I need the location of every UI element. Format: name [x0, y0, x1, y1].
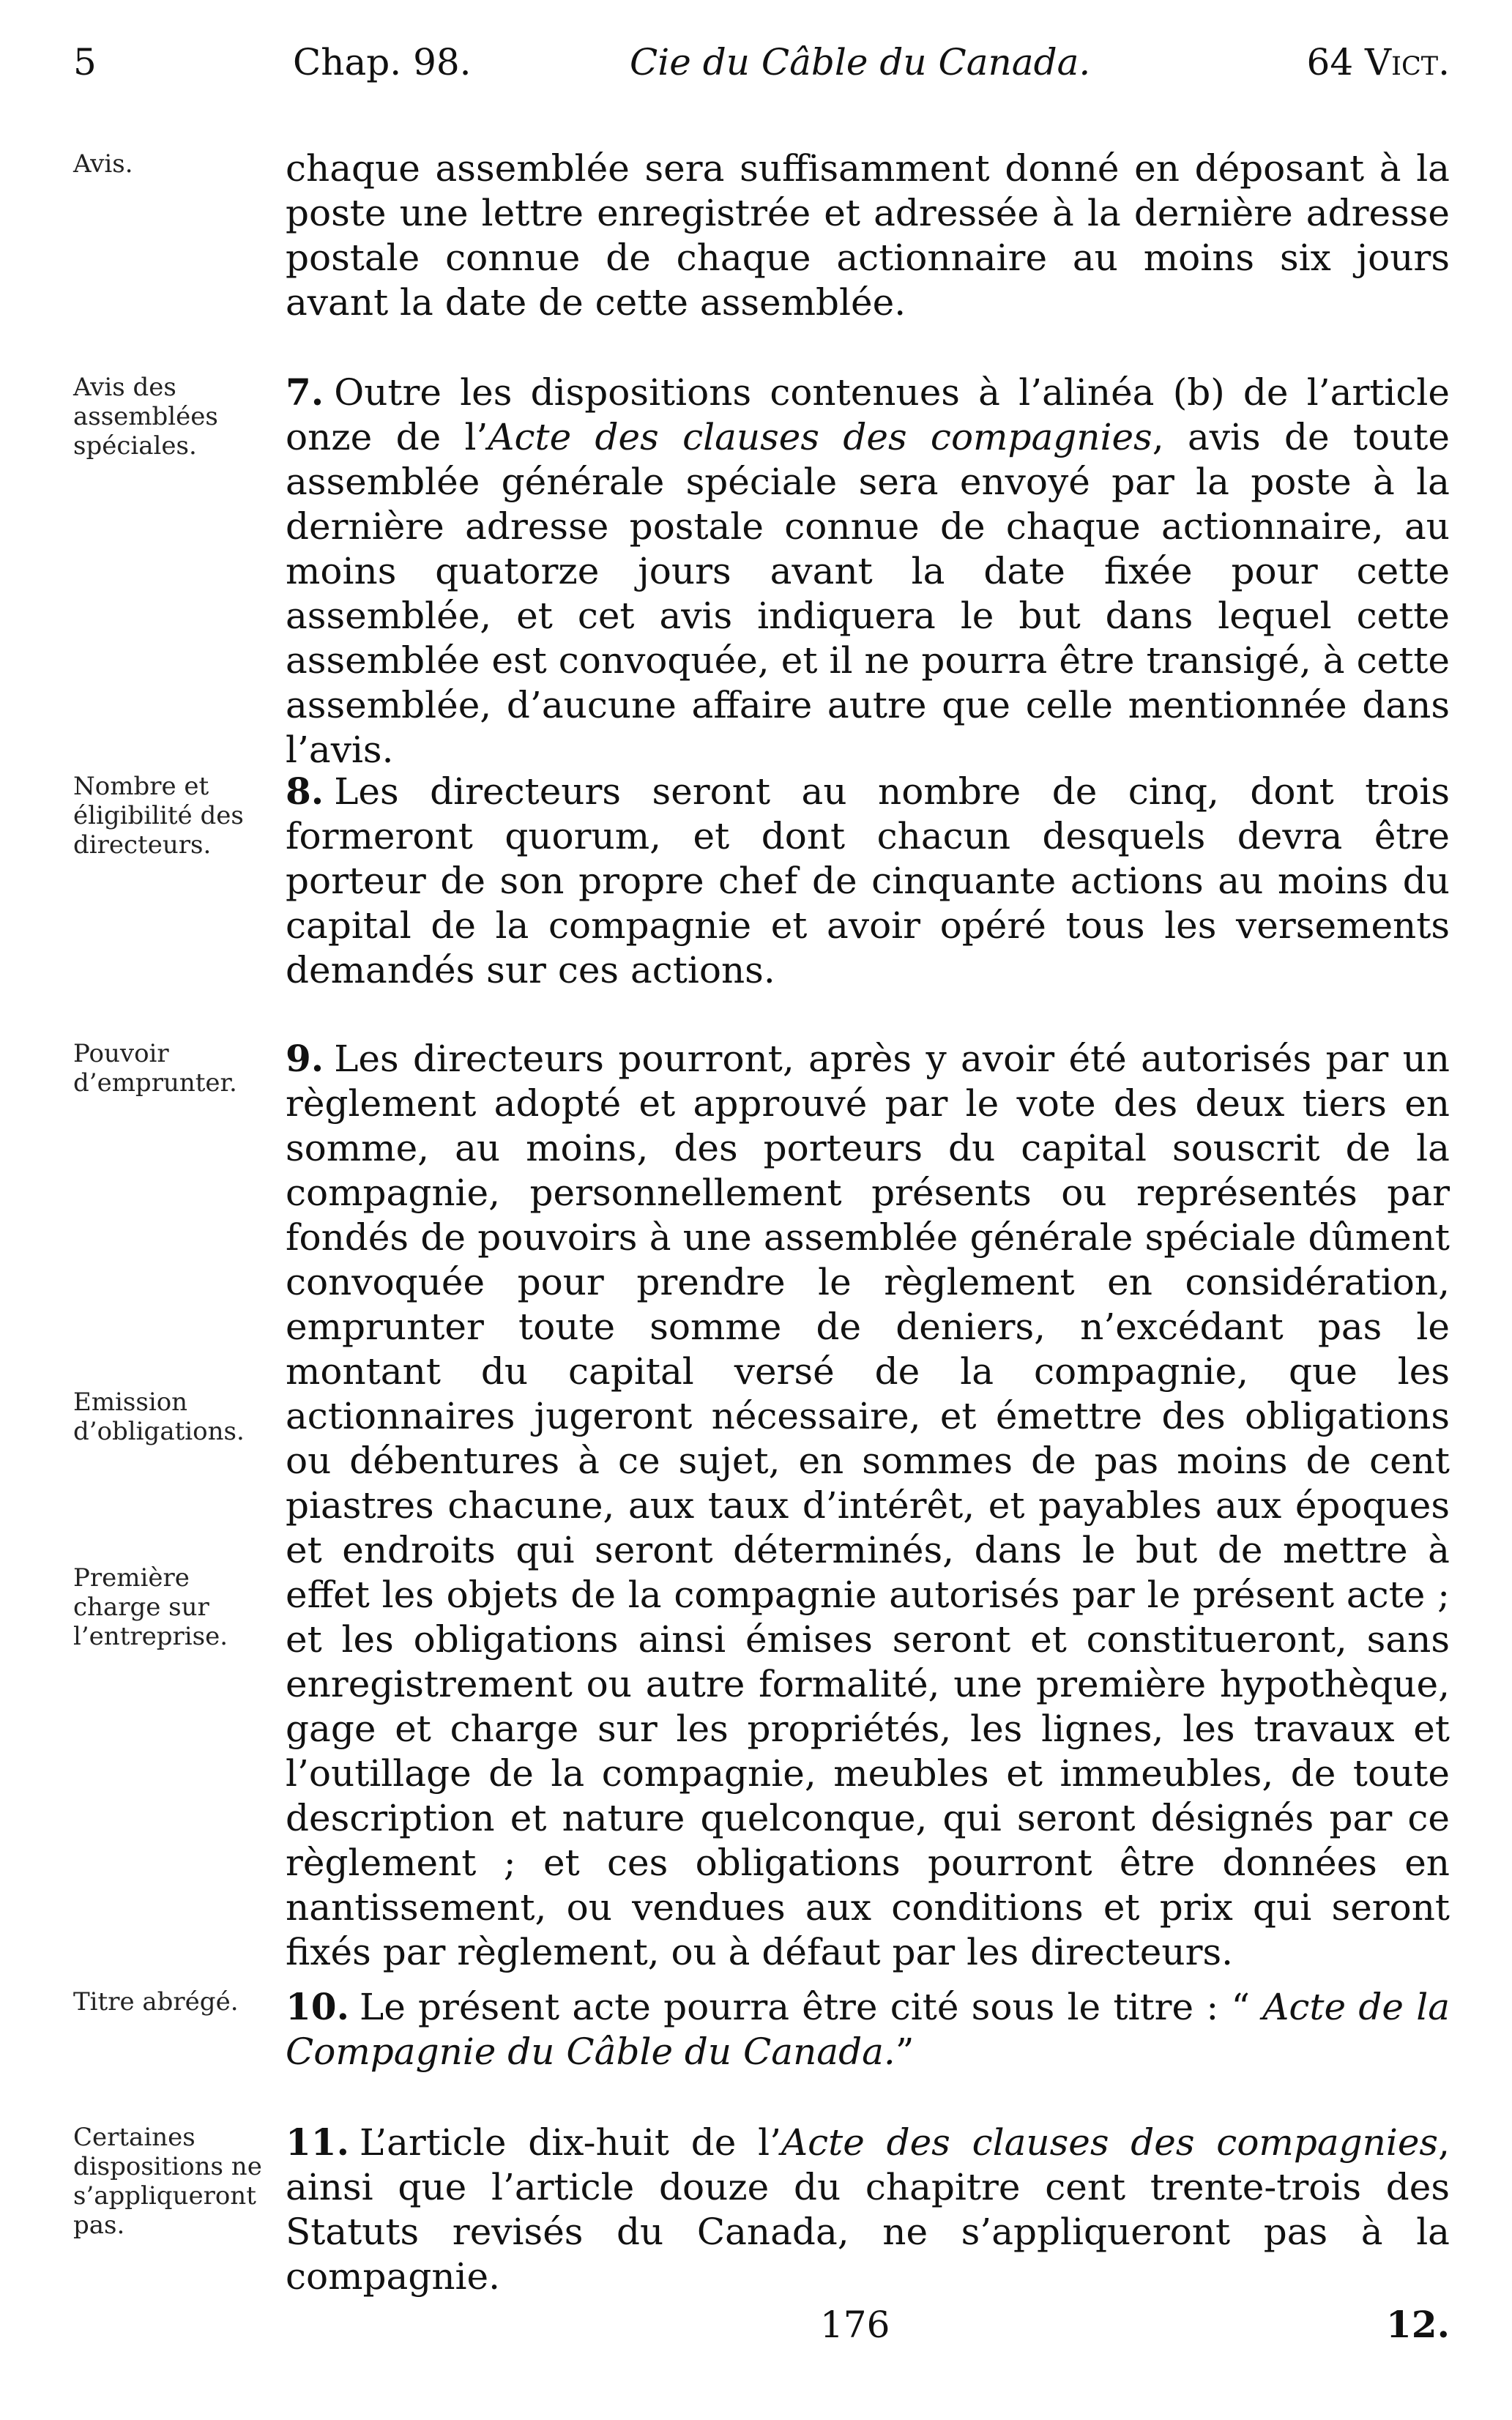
paragraph-avis: chaque assemblée sera suffisamment donné en déposant à la poste une lettre enregistrée et adressée à la dernière adresse postale connue de chaque actionnaire au moins six jours avant la date de cette assemblée.	[286, 147, 1450, 324]
section-number-11: 11.	[286, 2121, 349, 2164]
section-number-9: 9.	[286, 1037, 324, 1080]
section-number-7: 7.	[286, 371, 324, 414]
margin-note-11: Certaines dispositions ne s’appliqueront pas.	[73, 2123, 262, 2240]
paragraph-8-text: Les directeurs seront au nombre de cinq, dont trois formeront quorum, et dont chacun desquels devra être porteur de son propre chef de cinquante actions au moins du capital de la compagnie et avoir opéré tous les versements demandés sur ces actions.	[286, 770, 1450, 991]
margin-note-8: Nombre et éligibilité des directeurs.	[73, 772, 244, 860]
paragraph-11	[286, 2120, 1450, 2299]
margin-note-9-premiere-charge: Première charge sur l’entreprise.	[73, 1563, 228, 1651]
paragraph-7-part-b: , avis de toute assemblée générale spéciale sera envoyé par la poste à la dernière adresse postale connue de chaque actionnaire, au moins quatorze jours avant la date fixée pour cette assemblée, et cet avis indiquera le but dans lequel cette assemblée est convoquée, et il ne pourra être transigé, à cette assemblée, d’aucune affaire autre que celle mentionnée dans l’avis.	[286, 416, 1450, 771]
paragraph-11-part-a: L’article dix-huit de l’	[360, 2121, 781, 2164]
header-page-number: 5	[73, 41, 97, 83]
margin-note-avis: Avis.	[73, 149, 133, 179]
paragraph-10-part-a: Le présent acte pourra être cité sous le titre : “	[360, 1986, 1263, 2028]
paragraph-7-italic: Acte des clauses des compagnies	[488, 416, 1152, 458]
paragraph-8	[286, 769, 1450, 993]
section-number-8: 8.	[286, 770, 324, 813]
section-number-10: 10.	[286, 1985, 349, 2028]
paragraph-10-part-b: ”	[895, 2030, 915, 2073]
paragraph-10-italic: Acte de la Compagnie du Câble du Canada.	[286, 1986, 1450, 2073]
paragraph-11-part-b: , ainsi que l’article douze du chapitre cent trente-trois des Statuts revisés du Canada, ne s’appliqueront pas à la compagnie.	[286, 2121, 1450, 2298]
header-title: Cie du Câble du Canada.	[630, 41, 1091, 83]
margin-note-9: Pouvoir d’emprunter.	[73, 1039, 237, 1098]
paragraph-11-italic: Acte des clauses des compagnies	[781, 2121, 1439, 2164]
footer-signature-mark: 12.	[1386, 2303, 1450, 2346]
paragraph-7	[286, 370, 1450, 772]
margin-note-7: Avis des assemblées spéciales.	[73, 373, 218, 461]
margin-note-9-emission: Emission d’obligations.	[73, 1388, 245, 1446]
page-footer	[73, 2296, 1450, 2354]
margin-note-10: Titre abrégé.	[73, 1987, 239, 2017]
paragraph-7-part-a: Outre les dispositions contenues à l’alinéa (b) de l’article onze de l’	[286, 371, 1450, 458]
paragraph-9-text: Les directeurs pourront, après y avoir été autorisés par un règlement adopté et approuvé par le vote des deux tiers en somme, au moins, des porteurs du capital souscrit de la compagnie, personnellement présents ou représentés par fondés de pouvoirs à une assemblée générale spéciale dûment convoquée pour prendre le règlement en considération, emprunter toute somme de deniers, n’excédant pas le montant du capital versé de la compagnie, que les actionnaires jugeront nécessaire, et émettre des obligations ou débentures à ce sujet, en sommes de pas moins de cent piastres chacune, aux taux d’intérêt, et payables aux époques et endroits qui seront déterminés, dans le but de mettre à effet les objets de la compagnie autorisés par le présent acte ; et les obligations ainsi émises seront et constitueront, sans enregistrement ou autre formalité, une première hypothèque, gage et charge sur les propriétés, les lignes, les travaux et l’outillage de la compagnie, meubles et immeubles, de toute description et nature quelconque, qui seront désignés par ce règlement ; et ces obligations pourront être données en nantissement, ou vendues aux conditions et prix qui seront fixés par règlement, ou à défaut par les directeurs.	[286, 1038, 1450, 1973]
header-year: 64 Vict.	[1306, 41, 1450, 83]
running-header	[73, 29, 1450, 95]
paragraph-10	[286, 1984, 1450, 2074]
footer-page-number: 176	[820, 2304, 890, 2346]
header-chapter: Chap. 98.	[293, 41, 472, 83]
paragraph-9	[286, 1036, 1450, 1975]
